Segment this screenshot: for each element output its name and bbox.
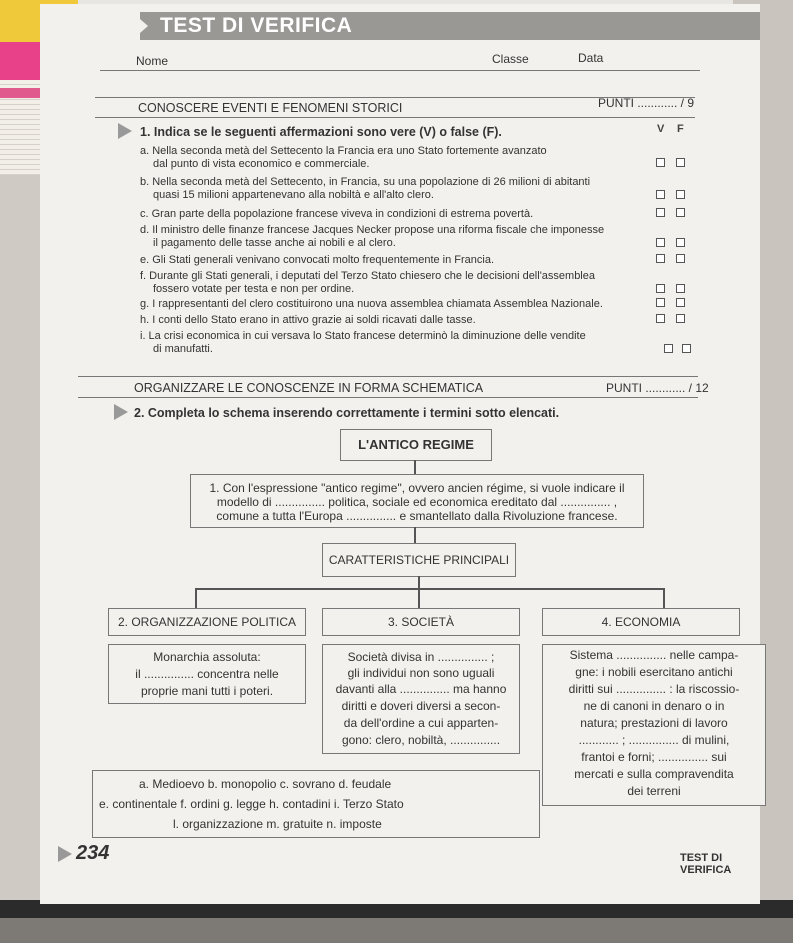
v-column-label: V xyxy=(657,123,665,135)
checkbox-i-v[interactable] xyxy=(664,344,673,353)
characteristics-connector xyxy=(418,576,420,588)
word-bank-row-2: e. continentale f. ordini g. legge h. contadini i. Terzo Stato xyxy=(99,797,404,811)
section2-score: PUNTI ............ / 12 xyxy=(606,381,709,395)
branch-center xyxy=(418,588,420,608)
statement-b: b. Nella seconda metà del Settecento, in Francia, su una popolazione di 26 milioni di abitanti quasi 15 milioni appartenevano alla nobiltà e all'alto clero. xyxy=(140,176,591,201)
statement-c: c. Gran parte della popolazione francese viveva in condizioni di estrema povertà. xyxy=(140,208,534,220)
checkbox-h-v[interactable] xyxy=(656,314,665,323)
section1-bottom-rule xyxy=(95,117,695,118)
statement-h: h. I conti dello Stato erano in attivo grazie ai soldi ricavati dalle tasse. xyxy=(140,314,476,326)
checkbox-c-f[interactable] xyxy=(676,208,685,217)
checkbox-f-v[interactable] xyxy=(656,284,665,293)
page-number: 234 xyxy=(76,842,110,864)
checkbox-d-f[interactable] xyxy=(676,238,685,247)
word-bank-row-3: l. organizzazione m. gratuite n. imposte xyxy=(173,817,382,831)
branch-right xyxy=(663,588,665,608)
branch-line xyxy=(195,588,665,590)
branch-left xyxy=(195,588,197,608)
section1-score: PUNTI ............ / 9 xyxy=(598,96,695,110)
politica-head: 2. ORGANIZZAZIONE POLITICA xyxy=(108,608,306,636)
nome-label: Nome xyxy=(136,54,169,68)
economia-head: 4. ECONOMIA xyxy=(542,608,740,636)
section2-top-rule xyxy=(78,376,698,377)
data-label: Data xyxy=(578,51,604,65)
checkbox-h-f[interactable] xyxy=(676,314,685,323)
section2-bottom-rule xyxy=(78,397,698,398)
footer-label: TEST DI VERIFICA xyxy=(680,852,732,876)
checkbox-c-v[interactable] xyxy=(656,208,665,217)
title-notch xyxy=(132,12,148,40)
question1-title: 1. Indica se le seguenti affermazioni sono vere (V) o false (F). xyxy=(140,125,502,139)
f-column-label: F xyxy=(677,123,684,135)
checkbox-e-f[interactable] xyxy=(676,254,685,263)
worksheet-page xyxy=(40,4,760,904)
societa-head: 3. SOCIETÀ xyxy=(322,608,520,636)
page-number-arrow-icon xyxy=(58,846,72,862)
root-box: L'ANTICO REGIME xyxy=(340,429,492,461)
statement-f: f. Durante gli Stati generali, i deputati del Terzo Stato chiesero che le decisioni dell'assemblea fossero votate per testa e non per ordine. xyxy=(140,270,595,295)
classe-label: Classe xyxy=(492,52,529,66)
checkbox-e-v[interactable] xyxy=(656,254,665,263)
header-rule xyxy=(100,70,700,71)
word-bank-box xyxy=(92,770,540,838)
statement-g: g. I rappresentanti del clero costituirono una nuova assemblea chiamata Assemblea Nazionale. xyxy=(140,298,603,310)
checkbox-d-v[interactable] xyxy=(656,238,665,247)
statement-i: i. La crisi economica in cui versava lo Stato francese determinò la diminuzione delle vendite di manufatti. xyxy=(140,330,586,355)
statement-e: e. Gli Stati generali venivano convocati molto frequentemente in Francia. xyxy=(140,254,495,266)
page-title: TEST DI VERIFICA xyxy=(140,12,760,40)
checkbox-a-f[interactable] xyxy=(676,158,685,167)
characteristics-box: CARATTERISTICHE PRINCIPALI xyxy=(322,543,516,577)
economia-box: Sistema ............... nelle campa- gne: i nobili esercitano antichi diritti sui ............... : la riscossio- ne di canoni in denaro o in natura; prestazioni di lavoro ............ ; ............... di mulini, frantoi e forni; ............... sui mercati e sulla compravendita dei terreni xyxy=(542,644,766,806)
statement-d: d. Il ministro delle finanze francese Jacques Necker propose una riforma fiscale che imponesse il pagamento delle tasse anche ai nobili e al clero. xyxy=(140,224,605,249)
question2-title: 2. Completa lo schema inserendo correttamente i termini sotto elencati. xyxy=(134,406,560,420)
checkbox-b-f[interactable] xyxy=(676,190,685,199)
word-bank-row-1: a. Medioevo b. monopolio c. sovrano d. feudale xyxy=(139,777,392,791)
question1-arrow-icon xyxy=(118,123,132,139)
section1-heading: CONOSCERE EVENTI E FENOMENI STORICI xyxy=(138,101,403,115)
checkbox-b-v[interactable] xyxy=(656,190,665,199)
politica-box: Monarchia assoluta: il ............... concentra nelle proprie mani tutti i poteri. xyxy=(108,644,306,704)
definition-box: 1. Con l'espressione "antico regime", ovvero ancien régime, si vuole indicare il modello di ............... politica, sociale ed economica ereditato dal ............... , comune a tutta l'Europa ............... e smantellato dalla Rivoluzione francese. xyxy=(190,474,644,528)
checkbox-i-f[interactable] xyxy=(682,344,691,353)
statement-a: a. Nella seconda metà del Settecento la Francia era uno Stato fortemente avanzato dal punto di vista economico e commerciale. xyxy=(140,145,547,170)
checkbox-a-v[interactable] xyxy=(656,158,665,167)
definition-connector xyxy=(414,527,416,543)
section2-heading: ORGANIZZARE LE CONOSCENZE IN FORMA SCHEMATICA xyxy=(134,381,484,395)
checkbox-g-f[interactable] xyxy=(676,298,685,307)
checkbox-f-f[interactable] xyxy=(676,284,685,293)
societa-box: Società divisa in ............... ; gli individui non sono uguali davanti alla ............... ma hanno diritti e doveri diversi a secon- da dell'ordine a cui apparten- gono: clero, nobiltà, ............... xyxy=(322,644,520,754)
checkbox-g-v[interactable] xyxy=(656,298,665,307)
floor-strip xyxy=(0,918,793,943)
root-connector xyxy=(414,460,416,474)
question2-arrow-icon xyxy=(114,404,128,420)
